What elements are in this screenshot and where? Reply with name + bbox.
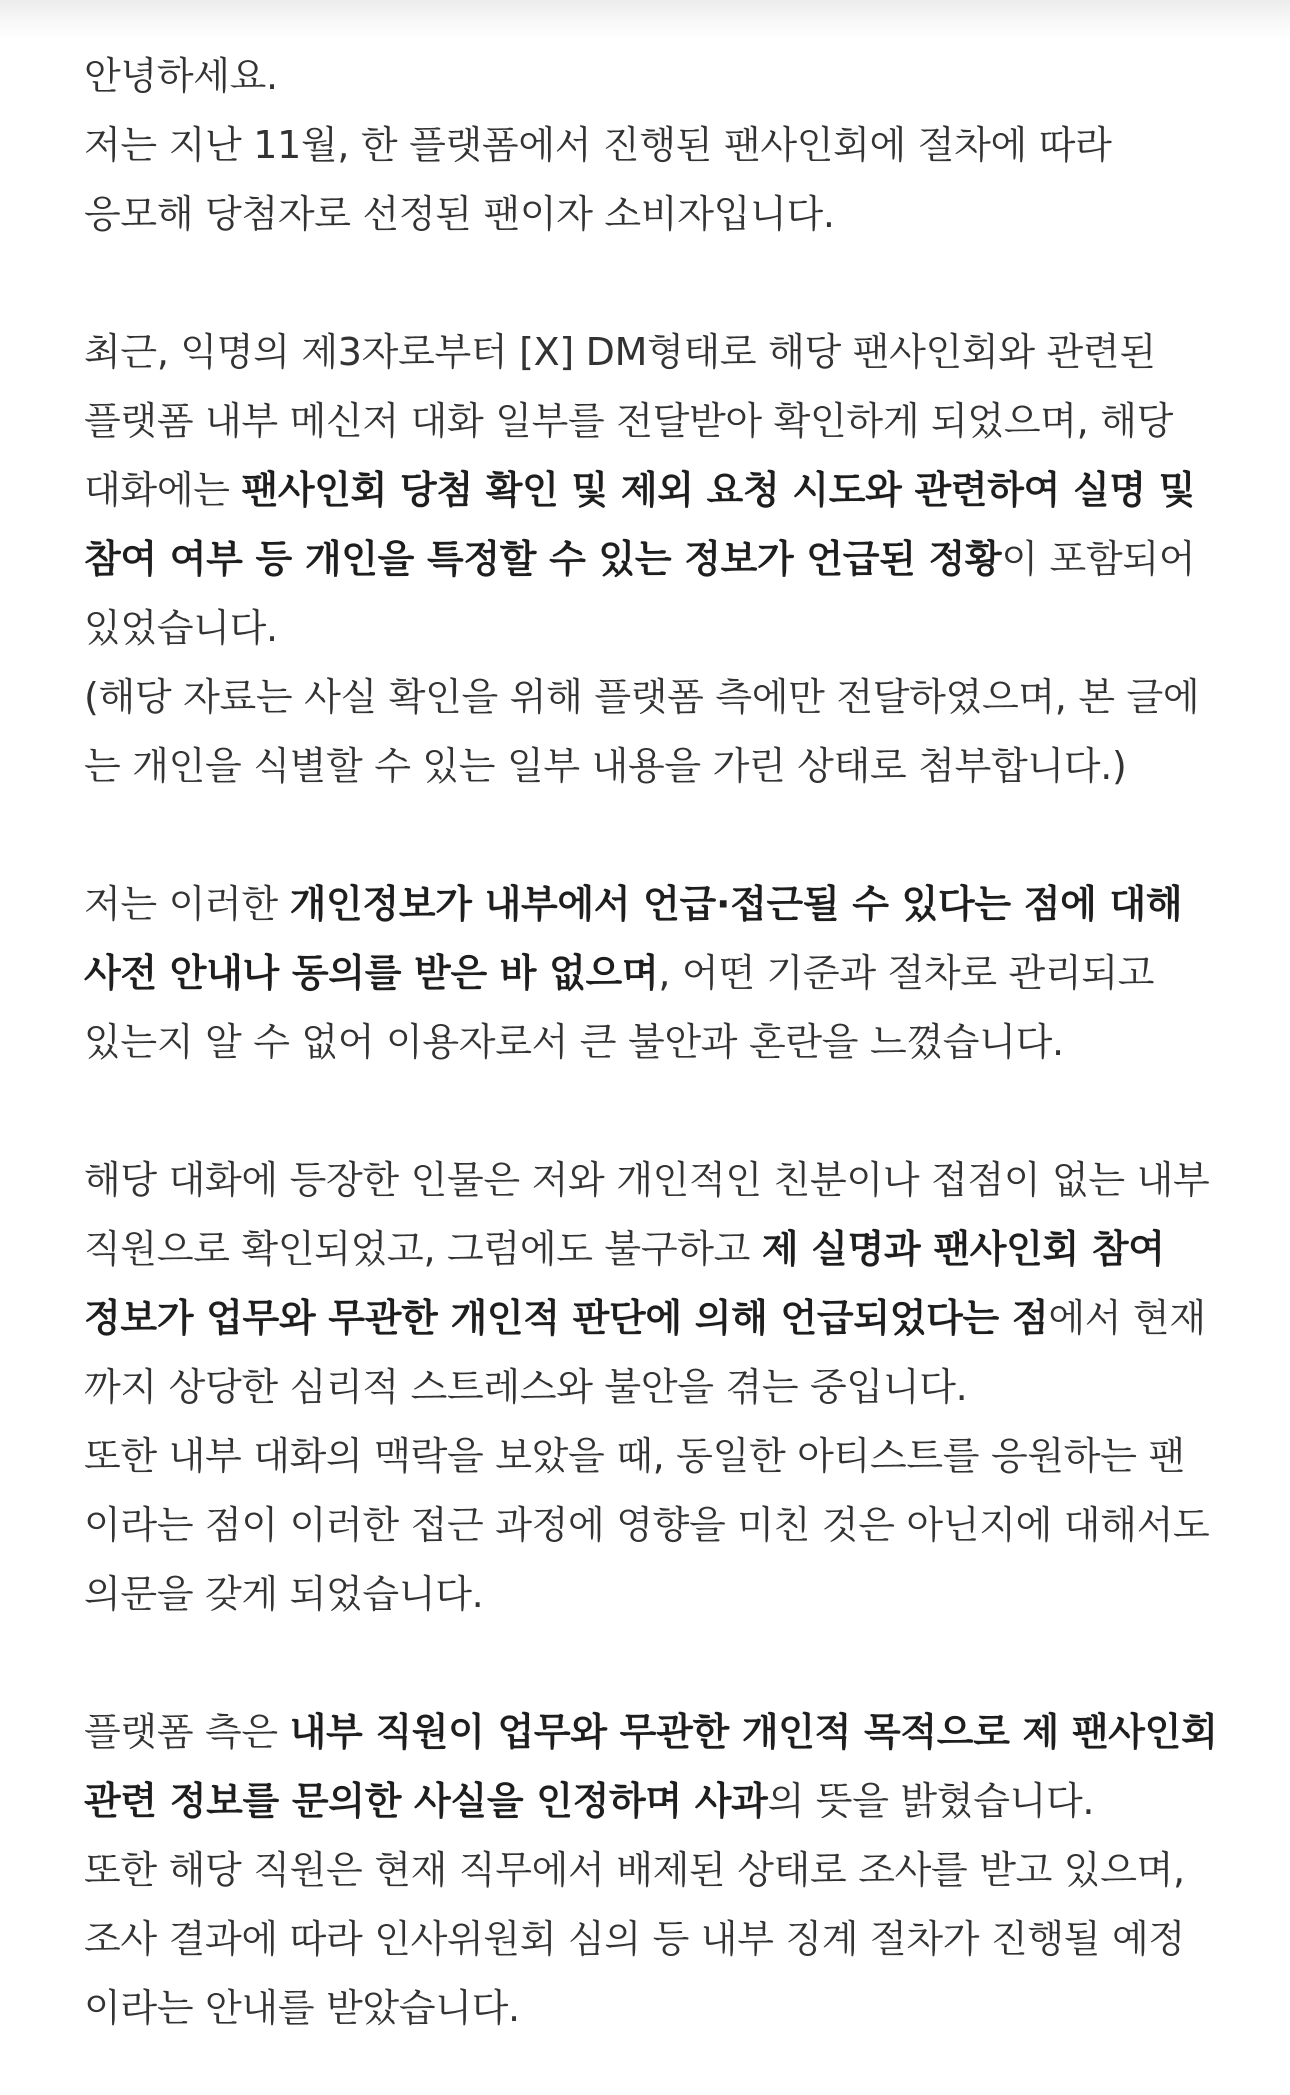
body-text: 응모해 당첨자로 선정된 팬이자 소비자입니다. [84,192,835,236]
body-text: 는 개인을 식별할 수 있는 일부 내용을 가린 상태로 첨부합니다.) [84,744,1127,788]
text-line [84,1698,1224,1767]
text-line [84,1284,1224,1353]
text-line [84,939,1224,1008]
text-line [84,1491,1224,1560]
text-line [84,594,1224,663]
body-text: 직원으로 확인되었고, 그럼에도 불구하고 [84,1227,762,1271]
bold-text: 정보가 업무와 무관한 개인적 판단에 의해 언급되었다는 점 [84,1296,1049,1340]
text-line [84,1422,1224,1491]
text-line [84,111,1224,180]
text-line [84,1353,1224,1422]
body-text: , 어떤 기준과 절차로 관리되고 [658,951,1155,995]
paragraph-gap [84,801,1224,870]
bold-text: 사전 안내나 동의를 받은 바 없으며 [84,951,659,995]
text-line [84,318,1224,387]
text-line [84,1215,1224,1284]
top-shadow [0,0,1290,40]
body-text: 이 포함되어 [1001,537,1196,581]
paragraph [84,1698,1224,2043]
bold-text: 팬사인회 당첨 확인 및 제외 요청 시도와 관련하여 실명 및 [241,468,1196,512]
body-text: 이라는 점이 이러한 접근 과정에 영향을 미친 것은 아닌지에 대해서도 [84,1503,1210,1547]
body-text: 의 뜻을 밝혔습니다. [767,1779,1095,1823]
body-text: 또한 내부 대화의 맥락을 보았을 때, 동일한 아티스트를 응원하는 팬 [84,1434,1185,1478]
paragraph-gap [84,249,1224,318]
body-text: 또한 해당 직원은 현재 직무에서 배제된 상태로 조사를 받고 있으며, [84,1848,1185,1892]
body-text: 의문을 갖게 되었습니다. [84,1572,484,1616]
bold-text: 관련 정보를 문의한 사실을 인정하며 사과 [84,1779,768,1823]
paragraph [84,1146,1224,1629]
bold-text: 제 실명과 팬사인회 참여 [761,1227,1165,1271]
text-line [84,1836,1224,1905]
body-text: (해당 자료는 사실 확인을 위해 플랫폼 측에만 전달하였으며, 본 글에 [84,675,1200,719]
text-line [84,525,1224,594]
bold-text: 참여 여부 등 개인을 특정할 수 있는 정보가 언급된 정황 [84,537,1002,581]
text-line [84,1767,1224,1836]
body-text: 조사 결과에 따라 인사위원회 심의 등 내부 징계 절차가 진행될 예정 [84,1917,1185,1961]
paragraph-gap [84,1077,1224,1146]
text-line [84,732,1224,801]
text-line [84,1974,1224,2043]
body-text: 이라는 안내를 받았습니다. [84,1986,520,2030]
text-line [84,387,1224,456]
body-text: 저는 이러한 [84,882,290,926]
text-line [84,42,1224,111]
body-text: 안녕하세요. [84,54,278,98]
body-text: 저는 지난 11월, 한 플랫폼에서 진행된 팬사인회에 절차에 따라 [84,123,1112,167]
body-text: 플랫폼 측은 [84,1710,290,1754]
text-line [84,1560,1224,1629]
text-line [84,1008,1224,1077]
paragraph [84,318,1224,801]
bold-text: 개인정보가 내부에서 언급·접근될 수 있다는 점에 대해 [289,882,1183,926]
text-line [84,663,1224,732]
paragraph [84,42,1224,249]
post-body [84,42,1224,2043]
body-text: 최근, 익명의 제3자로부터 [X] DM형태로 해당 팬사인회와 관련된 [84,330,1156,374]
body-text: 있었습니다. [84,606,278,650]
text-line [84,1146,1224,1215]
body-text: 까지 상당한 심리적 스트레스와 불안을 겪는 중입니다. [84,1365,968,1409]
paragraph-gap [84,1629,1224,1698]
body-text: 해당 대화에 등장한 인물은 저와 개인적인 친분이나 접점이 없는 내부 [84,1158,1210,1202]
body-text: 플랫폼 내부 메신저 대화 일부를 전달받아 확인하게 되었으며, 해당 [84,399,1174,443]
text-line [84,1905,1224,1974]
body-text: 있는지 알 수 없어 이용자로서 큰 불안과 혼란을 느꼈습니다. [84,1020,1064,1064]
text-line [84,456,1224,525]
paragraph [84,870,1224,1077]
bold-text: 내부 직원이 업무와 무관한 개인적 목적으로 제 팬사인회 [289,1710,1218,1754]
body-text: 에서 현재 [1048,1296,1206,1340]
text-line [84,180,1224,249]
body-text: 대화에는 [84,468,242,512]
text-line [84,870,1224,939]
